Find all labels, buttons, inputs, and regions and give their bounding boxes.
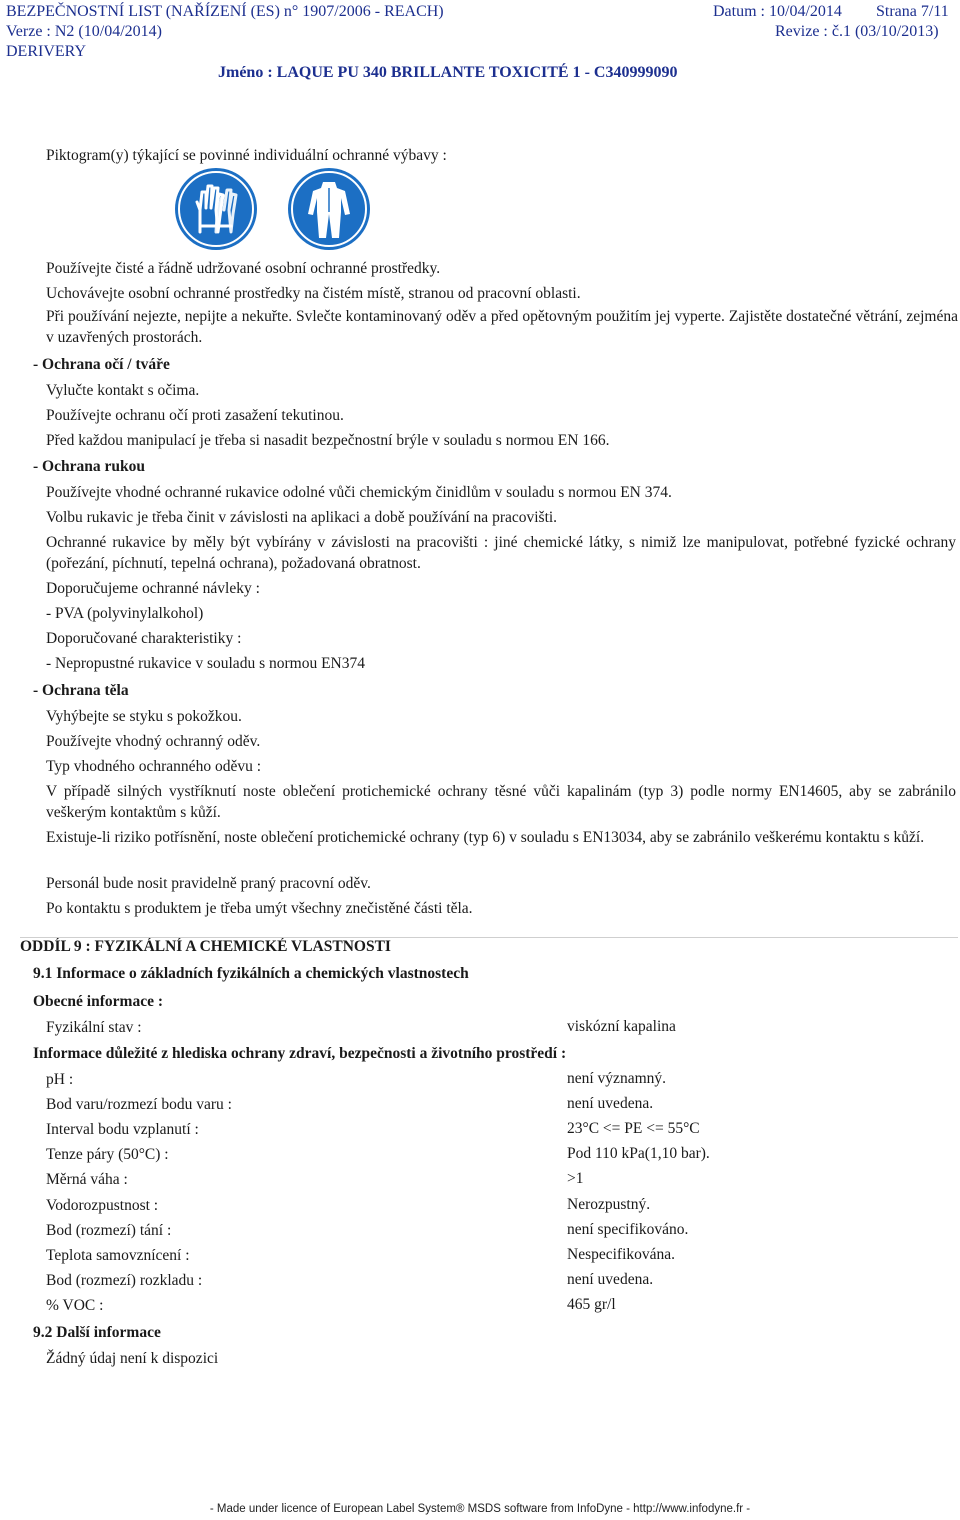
property-value: není uvedena.	[567, 1271, 654, 1288]
important-info-heading: Informace důležité z hlediska ochrany zdraví, bezpečnosti a životního prostředí :	[33, 1045, 567, 1062]
property-label: Teplota samovznícení :	[46, 1247, 190, 1264]
property-value: 465 gr/l	[567, 1296, 616, 1313]
property-value: není specifikováno.	[567, 1221, 689, 1238]
hand-protection-text: Ochranné rukavice by měly být vybírány v závislosti na pracovišti : jiné chemické látky, s nimiž lze manipulovat, potřebné fyzické ochrany (pořezání, píchnutí, tepelná ochrana), požadovaná obratnost.	[46, 534, 956, 572]
section-divider	[20, 937, 958, 938]
property-value: 23°C <= PE <= 55°C	[567, 1120, 700, 1137]
hand-protection-heading: - Ochrana rukou	[33, 458, 145, 475]
property-value: Nespecifikována.	[567, 1246, 676, 1263]
body-protection-text: Typ vhodného ochranného oděvu :	[46, 758, 262, 775]
body-protection-text: Vyhýbejte se styku s pokožkou.	[46, 708, 242, 725]
page-number: Strana 7/11	[876, 3, 949, 20]
property-value: >1	[567, 1170, 584, 1187]
eye-protection-heading: - Ochrana očí / tváře	[33, 356, 170, 373]
document-version: Verze : N2 (10/04/2014)	[6, 23, 162, 40]
eye-protection-text: Před každou manipulací je třeba si nasadit bezpečnostní brýle v souladu s normou EN 166.	[46, 432, 610, 449]
ppe-hygiene-text: Při používání nejezte, nepijte a nekuřte. Svlečte kontaminovaný oděv a před opětovným použitím jej vyperte. Zajistěte dostatečné větrání, zejména v uzavřených prostorách.	[46, 308, 958, 346]
property-label: pH :	[46, 1071, 74, 1088]
physical-state-label: Fyzikální stav :	[46, 1019, 142, 1036]
physical-state-value: viskózní kapalina	[567, 1018, 676, 1035]
property-label: Měrná váha :	[46, 1171, 128, 1188]
general-info-heading: Obecné informace :	[33, 993, 163, 1010]
hand-protection-text: Doporučované charakteristiky :	[46, 630, 242, 647]
section-9-1-heading: 9.1 Informace o základních fyzikálních a chemických vlastnostech	[33, 965, 469, 982]
eye-protection-text: Používejte ochranu očí proti zasažení tekutinou.	[46, 407, 344, 424]
body-protection-text: Používejte vhodný ochranný oděv.	[46, 733, 261, 750]
body-protection-text: Po kontaktu s produktem je třeba umýt všechny znečistěné části těla.	[46, 900, 473, 917]
ppe-storage-text: Uchovávejte osobní ochranné prostředky na čistém místě, stranou od pracovní oblasti.	[46, 285, 581, 302]
property-label: Interval bodu vzplanutí :	[46, 1121, 199, 1138]
property-value: Pod 110 kPa(1,10 bar).	[567, 1145, 710, 1162]
hand-protection-text: Doporučujeme ochranné návleky :	[46, 580, 260, 597]
footer-licence: - Made under licence of European Label System® MSDS software from InfoDyne - http://www.infodyne.fr -	[209, 1503, 751, 1515]
property-label: Bod (rozmezí) rozkladu :	[46, 1272, 203, 1289]
hand-protection-text: Volbu rukavic je třeba činit v závislosti na aplikaci a době používání na pracovišti.	[46, 509, 558, 526]
section-9-title: ODDÍL 9 : FYZIKÁLNÍ A CHEMICKÉ VLASTNOSTI	[20, 938, 391, 955]
hand-protection-text: - Nepropustné rukavice v souladu s normou EN374	[46, 655, 365, 672]
property-label: Tenze páry (50°C) :	[46, 1146, 169, 1163]
hand-protection-text: - PVA (polyvinylalkohol)	[46, 605, 204, 622]
gloves-icon	[173, 166, 259, 252]
document-title: BEZPEČNOSTNÍ LIST (NAŘÍZENÍ (ES) n° 1907/2006 - REACH)	[6, 3, 444, 20]
product-name: Jméno : LAQUE PU 340 BRILLANTE TOXICITÉ 1 - C340999090	[218, 64, 678, 81]
property-label: Vodorozpustnost :	[46, 1197, 159, 1214]
section-9-2-heading: 9.2 Další informace	[33, 1324, 161, 1341]
property-value: není významný.	[567, 1070, 667, 1087]
ppe-clean-text: Používejte čisté a řádně udržované osobní ochranné prostředky.	[46, 260, 441, 277]
body-protection-heading: - Ochrana těla	[33, 682, 129, 699]
property-value: Nerozpustný.	[567, 1196, 651, 1213]
body-protection-text: V případě silných vystříknutí noste oblečení protichemické ochrany těsné vůči kapalinám (typ 3) podle normy EN14605, aby se zabránilo veškerým kontaktům s kůží.	[46, 783, 956, 821]
hand-protection-text: Používejte vhodné ochranné rukavice odolné vůči chemickým činidlům v souladu s normou EN 374.	[46, 484, 672, 501]
company-name: DERIVERY	[6, 43, 86, 60]
property-label: Bod (rozmezí) tání :	[46, 1222, 172, 1239]
eye-protection-text: Vylučte kontakt s očima.	[46, 382, 200, 399]
property-label: Bod varu/rozmezí bodu varu :	[46, 1096, 232, 1113]
no-data-text: Žádný údaj není k dispozici	[46, 1350, 219, 1367]
document-revision: Revize : č.1 (03/10/2013)	[775, 23, 939, 40]
pictogram-label: Piktogram(y) týkající se povinné individuální ochranné výbavy :	[46, 147, 447, 164]
document-date: Datum : 10/04/2014	[713, 3, 842, 20]
body-protection-text: Personál bude nosit pravidelně praný pracovní oděv.	[46, 875, 371, 892]
body-protection-text: Existuje-li riziko potřísnění, noste oblečení protichemické ochrany (typ 6) v souladu s EN13034, aby se zabránilo veškerému kontaktu s kůží.	[46, 829, 925, 846]
protective-suit-icon	[286, 166, 372, 252]
property-value: není uvedena.	[567, 1095, 654, 1112]
property-label: % VOC :	[46, 1297, 104, 1314]
